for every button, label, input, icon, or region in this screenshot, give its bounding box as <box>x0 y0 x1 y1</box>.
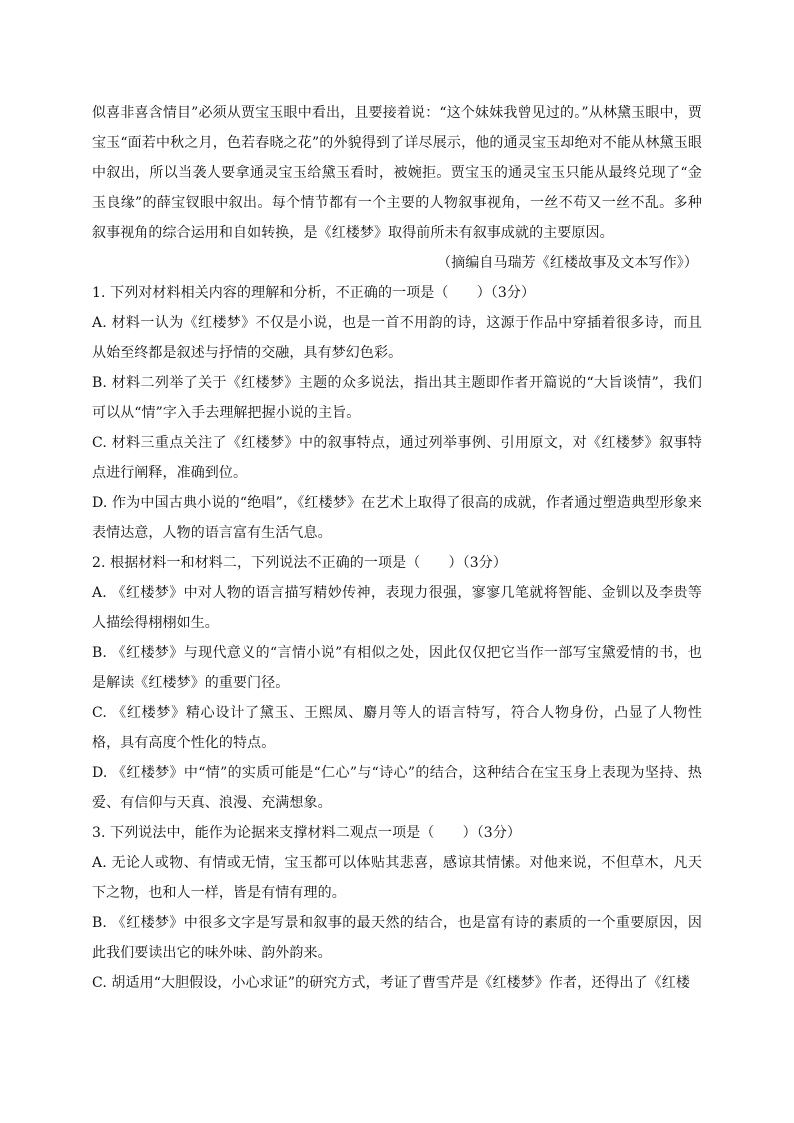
question-1-option-c: C. 材料三重点关注了《红楼梦》中的叙事特点，通过列举事例、引用原文，对《红楼梦》叙事特点进行阐释，准确到位。 <box>92 435 702 481</box>
question-3-stem: 3. 下列说法中，能作为论据来支撑材料二观点一项是（ ）（3分） <box>92 825 522 841</box>
question-2-option-a: A. 《红楼梦》中对人物的语言描写精妙传神，表现力很强，寥寥几笔就将智能、金钏以及李贵等人描绘得栩栩如生。 <box>92 585 702 631</box>
question-2-option-d: D. 《红楼梦》中“情”的实质可能是“仁心”与“诗心”的结合，这种结合在宝玉身上表现为坚持、热爱、有信仰与天真、浪漫、充满想象。 <box>92 765 702 811</box>
question-1-option-b: B. 材料二列举了关于《红楼梦》主题的众多说法，指出其主题即作者开篇说的“大旨谈情”，我们可以从“情”字入手去理解把握小说的主旨。 <box>92 375 702 421</box>
question-1-option-a: A. 材料一认为《红楼梦》不仅是小说，也是一首不用韵的诗，这源于作品中穿插着很多诗，而且从始至终都是叙述与抒情的交融，具有梦幻色彩。 <box>92 315 702 361</box>
question-2-option-c: C. 《红楼梦》精心设计了黛玉、王熙凤、麝月等人的语言特写，符合人物身份，凸显了人物性格，具有高度个性化的特点。 <box>92 705 702 751</box>
question-3-option-b: B. 《红楼梦》中很多文字是写景和叙事的最天然的结合，也是富有诗的素质的一个重要原因，因此我们要读出它的味外味、韵外韵来。 <box>92 915 702 961</box>
question-3-option-a: A. 无论人或物、有情或无情，宝玉都可以体贴其悲喜，感谅其情愫。对他来说，不但草木，凡天下之物，也和人一样，皆是有情有理的。 <box>92 855 702 901</box>
question-3-option-c: C. 胡适用“大胆假设，小心求证”的研究方式，考证了曹雪芹是《红楼梦》作者，还得出了《红楼 <box>92 975 690 991</box>
question-2-option-b: B. 《红楼梦》与现代意义的“言情小说”有相似之处，因此仅仅把它当作一部写宝黛爱情的书，也是解读《红楼梦》的重要门径。 <box>92 645 702 691</box>
passage-paragraph: 似喜非喜含情目”必须从贾宝玉眼中看出，且要接着说：“这个妹妹我曾见过的。”从林黛玉眼中，贾宝玉“面若中秋之月，色若春晓之花”的外貌得到了详尽展示，他的通灵宝玉却绝对不能从林黛玉眼中叙出，所以当袭人要拿通灵宝玉给黛玉看时，被婉拒。贾宝玉的通灵宝玉只能从最终兑现了“金玉良缘”的薛宝钗眼中叙出。每个情节都有一个主要的人物叙事视角，一丝不苟又一丝不乱。多种叙事视角的综合运用和自如转换，是《红楼梦》取得前所未有叙事成就的主要原因。 <box>92 105 702 241</box>
exam-page <box>92 98 702 998</box>
question-2-stem: 2. 根据材料一和材料二，下列说法不正确的一项是（ ）（3分） <box>92 555 507 571</box>
question-1-stem: 1. 下列对材料相关内容的理解和分析，不正确的一项是（ ）（3分） <box>92 285 536 301</box>
passage-source: （摘编自马瑞芳《红楼故事及文本写作》） <box>437 255 698 271</box>
question-1-option-d: D. 作为中国古典小说的“绝唱”，《红楼梦》在艺术上取得了很高的成就，作者通过塑造典型形象来表情达意，人物的语言富有生活气息。 <box>92 495 702 541</box>
